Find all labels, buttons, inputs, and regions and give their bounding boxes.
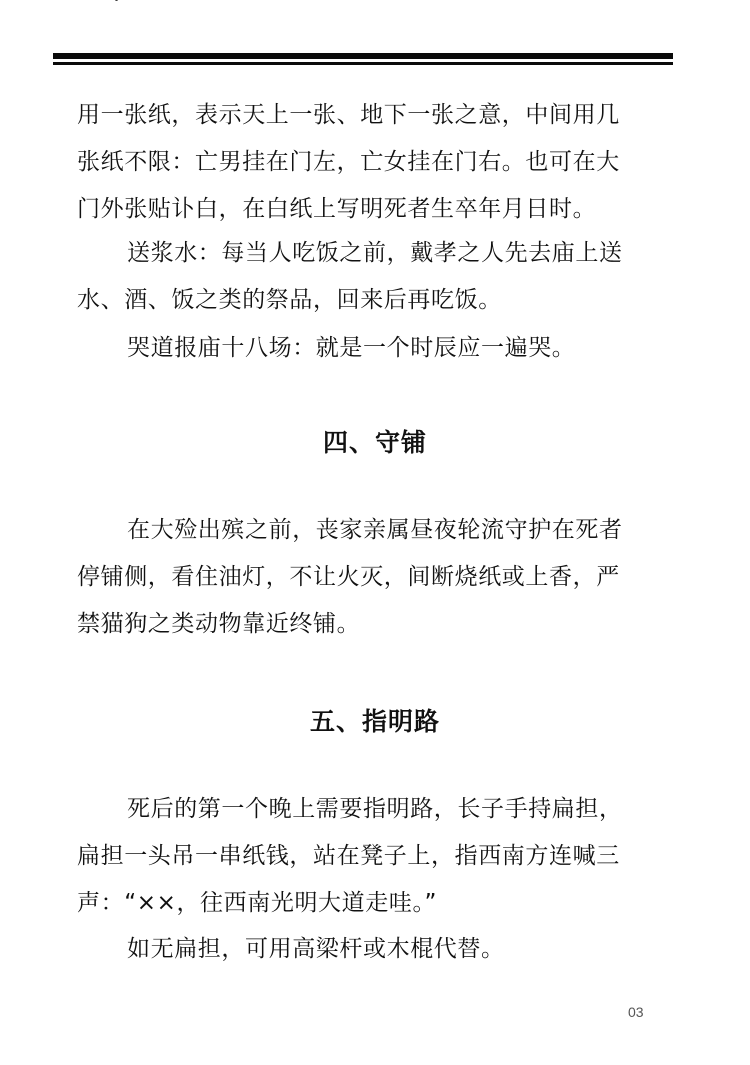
paragraph-shou-pu	[77, 507, 677, 648]
text-line: 用一张纸，表示天上一张、地下一张之意，中间用几	[77, 102, 620, 128]
header-double-rule	[53, 53, 468, 65]
text-line: 死后的第一个晚上需要指明路，长子手持扁担，	[127, 796, 623, 822]
section-heading-zhi-ming-lu: 五、指明路	[309, 707, 440, 736]
text-line: 禁猫狗之类动物靠近终铺。	[77, 611, 361, 637]
scan-speck	[115, 0, 118, 1]
text-line: 停铺侧，看住油灯，不让火灭，间断烧纸或上香，严	[77, 564, 620, 590]
text-line: 门外张贴讣白，在白纸上写明死者生卒年月日时。	[77, 196, 597, 222]
text-line: 扁担一头吊一串纸钱，站在凳子上，指西南方连喊三	[77, 843, 620, 869]
text-line: 哭道报庙十八场：就是一个时辰应一遍哭。	[127, 335, 576, 361]
paragraph-ru-wu-bian-dan	[77, 926, 677, 973]
header-rule-thin	[53, 62, 673, 65]
text-line: 在大殓出殡之前，丧家亲属昼夜轮流守护在死者	[127, 517, 623, 543]
paragraph-zhi-ming-lu	[77, 786, 677, 927]
paragraph-continuation	[77, 92, 677, 233]
text-line: 水、酒、饭之类的祭品，回来后再吃饭。	[77, 287, 502, 313]
text-line: 张纸不限：亡男挂在门左，亡女挂在门右。也可在大	[77, 149, 620, 175]
paragraph-ku-dao	[77, 325, 677, 372]
section-heading-shou-pu: 四、守铺	[322, 428, 427, 457]
text-line: 声：“××，往西南光明大道走哇。”	[77, 890, 438, 916]
text-line: 如无扁担，可用高梁杆或木棍代替。	[127, 936, 505, 962]
paragraph-song-jiang-shui	[77, 230, 677, 324]
page-number: 03	[628, 1004, 644, 1020]
text-line: 送浆水：每当人吃饭之前，戴孝之人先去庙上送	[127, 240, 623, 266]
